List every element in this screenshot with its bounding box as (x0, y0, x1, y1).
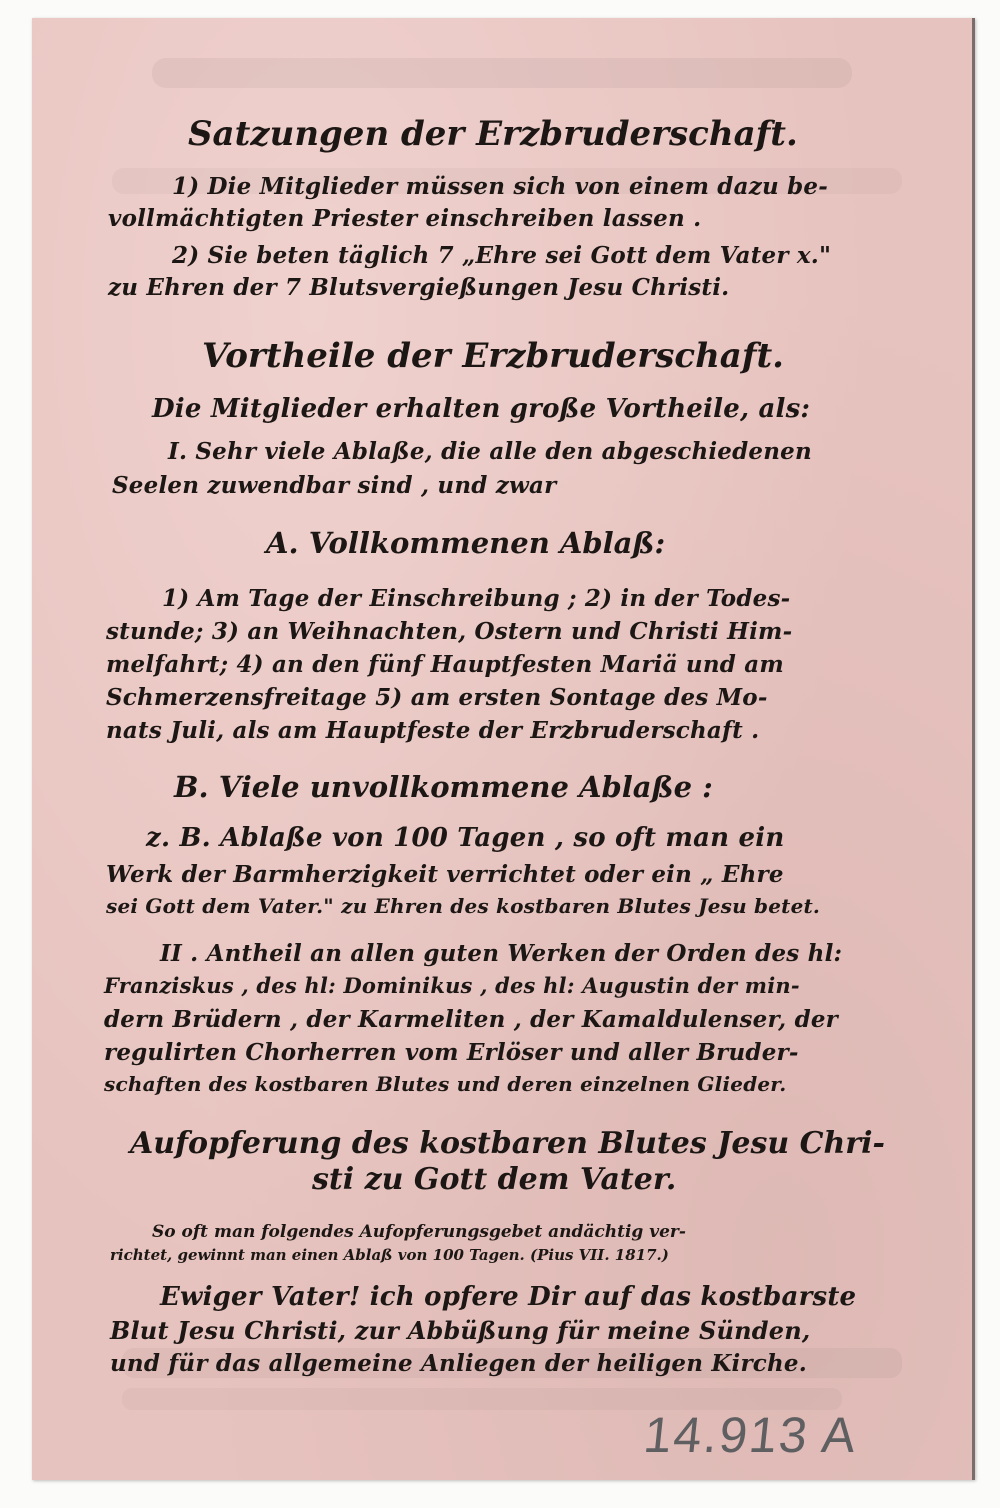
point-2-line: regulirten Chorherren vom Erlöser und aller Bruder- (104, 1039, 799, 1066)
pink-paper-sheet (32, 18, 975, 1480)
offering-note-line: richtet, gewinnt man einen Ablaß von 100 Tagen. (Pius VII. 1817.) (110, 1246, 669, 1264)
prayer-line: Blut Jesu Christi, zur Abbüßung für meine Sünden, (110, 1316, 811, 1345)
offering-title-line: Aufopferung des kostbaren Blutes Jesu Chri- (130, 1126, 885, 1161)
section-b-heading: B. Viele unvollkommene Ablaße : (174, 770, 713, 804)
point-1-line: Seelen zuwendbar sind , und zwar (112, 472, 557, 499)
catalog-number: 14.913 A (641, 1407, 861, 1463)
section-a-line: Schmerzensfreitage 5) am ersten Sontage des Mo- (106, 684, 768, 711)
section-b-line: Werk der Barmherzigkeit verrichtet oder ein „ Ehre (106, 861, 784, 888)
point-2-line: II . Antheil an allen guten Werken der Orden des hl: (160, 940, 843, 967)
prayer-line: und für das allgemeine Anliegen der heiligen Kirche. (110, 1350, 807, 1377)
prayer-line: Ewiger Vater! ich opfere Dir auf das kostbarste (160, 1282, 857, 1312)
point-2-line: dern Brüdern , der Karmeliten , der Kamaldulenser, der (104, 1006, 838, 1033)
offering-title-line: sti zu Gott dem Vater. (312, 1162, 677, 1197)
statutes-line: 2) Sie beten täglich 7 „Ehre sei Gott dem Vater x." (172, 242, 832, 269)
section-b-line: sei Gott dem Vater." zu Ehren des kostbaren Blutes Jesu betet. (106, 894, 821, 918)
section-a-line: nats Juli, als am Hauptfeste der Erzbruderschaft . (106, 717, 760, 744)
statutes-line: zu Ehren der 7 Blutsvergießungen Jesu Christi. (108, 274, 730, 301)
statutes-title: Satzungen der Erzbruderschaft. (188, 114, 798, 154)
point-2-line: schaften des kostbaren Blutes und deren einzelnen Glieder. (104, 1072, 787, 1096)
section-b-line: z. B. Ablaße von 100 Tagen , so oft man ein (146, 823, 785, 853)
section-a-line: melfahrt; 4) an den fünf Hauptfesten Mariä und am (106, 651, 784, 678)
benefits-intro: Die Mitglieder erhalten große Vortheile, als: (152, 394, 811, 424)
point-2-line: Franziskus , des hl: Dominikus , des hl: Augustin der min- (104, 973, 800, 998)
point-1-line: I. Sehr viele Ablaße, die alle den abgeschiedenen (168, 438, 812, 465)
section-a-line: stunde; 3) an Weihnachten, Ostern und Christi Him- (106, 618, 793, 645)
offering-note-line: So oft man folgendes Aufopferungsgebet andächtig ver- (152, 1222, 686, 1242)
document-content (32, 18, 972, 1480)
section-a-line: 1) Am Tage der Einschreibung ; 2) in der Todes- (162, 585, 791, 612)
section-a-heading: A. Vollkommenen Ablaß: (266, 526, 666, 560)
statutes-line: vollmächtigten Priester einschreiben lassen . (108, 205, 702, 232)
statutes-line: 1) Die Mitglieder müssen sich von einem dazu be- (172, 173, 828, 200)
benefits-title: Vortheile der Erzbruderschaft. (202, 336, 784, 376)
